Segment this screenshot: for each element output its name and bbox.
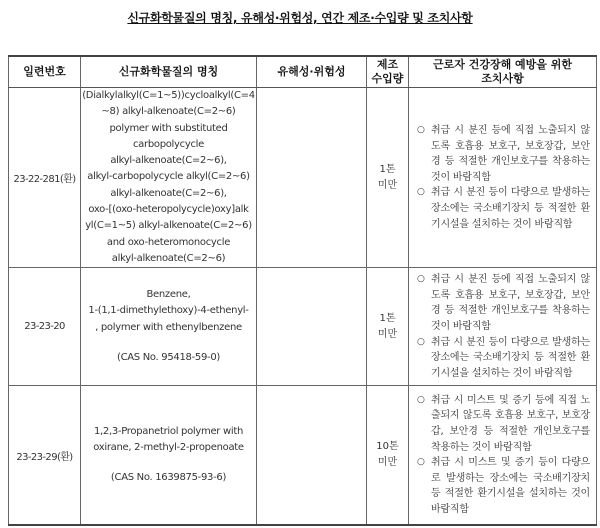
name-line: ~8) alkyl-alkenoate(C=2~6) xyxy=(101,106,236,118)
new-chemical-substances-table xyxy=(8,55,597,526)
table-header-row xyxy=(9,56,597,88)
header-measures-line1: 근로자 건강장해 예방을 위한 xyxy=(433,58,572,71)
name-line: oxirane, 2-methyl-2-propenoate xyxy=(93,442,244,454)
measure-item xyxy=(417,393,590,455)
protective-measures xyxy=(409,268,597,386)
circle-bullet-icon: ○ xyxy=(417,125,425,136)
amount-line2: 미만 xyxy=(377,328,398,340)
header-hazard: 유해성·위험성 xyxy=(257,56,367,88)
annual-amount xyxy=(367,88,409,268)
header-name: 신규화학물질의 명칭 xyxy=(81,56,257,88)
amount-line2: 미만 xyxy=(377,457,398,469)
circle-bullet-icon: ○ xyxy=(417,394,425,405)
protective-measures xyxy=(409,386,597,526)
amount-line1: 1톤 xyxy=(379,163,396,175)
cas-number: (CAS No. 95418-59-0) xyxy=(116,352,221,364)
substance-name xyxy=(81,386,257,526)
name-line: (Dialkylalkyl(C=1~5))cycloalkyl(C=4 xyxy=(82,90,255,101)
measure-text: 취급 시 미스트 및 증기 등이 다량으로 발생하는 장소에는 국소배기장치 등 적절한 환기시설을 설치하는 것이 바람직함 xyxy=(431,457,590,516)
amount-line1: 1톤 xyxy=(379,312,396,324)
name-line: alkyl-carbopolycycle alkyl(C=2~6) xyxy=(87,171,250,183)
measure-item xyxy=(417,455,590,517)
table-row xyxy=(9,386,597,526)
amount-line1: 10톤 xyxy=(376,441,399,453)
measure-item xyxy=(417,123,590,185)
table-row xyxy=(9,88,597,268)
measure-item xyxy=(417,335,590,382)
header-measures xyxy=(409,56,597,88)
amount-line2: 미만 xyxy=(377,179,398,191)
annual-amount xyxy=(367,268,409,386)
measure-text: 취급 시 분진 등이 다량으로 발생하는 장소에는 국소배기장치 등 적절한 환기시설을 설치하는 것이 바람직함 xyxy=(431,336,590,379)
header-amount-line2: 수입량 xyxy=(371,72,404,85)
circle-bullet-icon: ○ xyxy=(417,336,425,347)
circle-bullet-icon: ○ xyxy=(417,274,425,285)
name-line: alkyl-alkenoate(C=2~6), xyxy=(110,155,227,167)
header-serial: 일련번호 xyxy=(9,56,81,88)
document-title: 신규화학물질의 명칭, 유해성·위험성, 연간 제조·수입량 및 조치사항 xyxy=(127,11,473,25)
header-measures-line2: 조치사항 xyxy=(481,72,524,85)
protective-measures xyxy=(409,88,597,268)
name-line: 1,2,3-Propanetriol polymer with xyxy=(93,425,244,437)
measure-item xyxy=(417,185,590,232)
measure-text: 취급 시 미스트 및 증기 등에 직접 노출되지 않도록 호흡용 보호구, 보호장갑, 보안경 등 적절한 개인보호구를 착용하는 것이 바람직함 xyxy=(431,394,590,453)
name-line: Benzene, xyxy=(146,289,191,301)
hazard-cell xyxy=(257,386,367,526)
measure-text: 취급 시 분진 등에 직접 노출되지 않도록 호흡용 보호구, 보호장갑, 보안경 등 적절한 개인보호구를 착용하는 것이 바람직함 xyxy=(431,274,590,332)
name-line: 1-(1,1-dimethylethoxy)-4-ethenyl- xyxy=(88,305,249,317)
measure-item xyxy=(417,272,590,334)
measure-text: 취급 시 분진 등이 다량으로 발생하는 장소에는 국소배기장치 등 적절한 환기시설을 설치하는 것이 바람직함 xyxy=(431,187,590,230)
hazard-cell xyxy=(257,88,367,268)
name-line: carbopolycycle xyxy=(132,138,204,150)
substance-name xyxy=(81,88,257,268)
header-amount-line1: 제조 xyxy=(376,58,399,71)
hazard-cell xyxy=(257,268,367,386)
header-amount xyxy=(367,56,409,88)
serial-number: 23-23-29(환) xyxy=(9,386,81,526)
name-line: yl(C=1~5) alkyl-alkenoate(C=2~6) xyxy=(85,220,252,232)
name-line: and oxo-heteromonocycle xyxy=(106,236,231,248)
circle-bullet-icon: ○ xyxy=(417,187,425,198)
name-line: alkyl-alkenoate(C=2~6) xyxy=(111,252,226,264)
table-row xyxy=(9,268,597,386)
annual-amount xyxy=(367,386,409,526)
name-line: oxo-[(oxo-heteropolycycle)oxy]alk xyxy=(88,204,249,216)
name-line: , polymer with ethenylbenzene xyxy=(95,321,242,333)
name-line: alkyl-alkenoate(C=2~6), xyxy=(110,187,227,199)
substance-name xyxy=(81,268,257,386)
serial-number: 23-22-281(환) xyxy=(9,88,81,268)
circle-bullet-icon: ○ xyxy=(417,457,425,468)
name-line: polymer with substituted xyxy=(109,122,228,134)
cas-number: (CAS No. 1639875-93-6) xyxy=(110,472,227,484)
measure-text: 취급 시 분진 등에 직접 노출되지 않도록 호흡용 보호구, 보호장갑, 보안경 등 적절한 개인보호구를 착용하는 것이 바람직함 xyxy=(431,125,590,183)
serial-number: 23-23-20 xyxy=(9,268,81,386)
